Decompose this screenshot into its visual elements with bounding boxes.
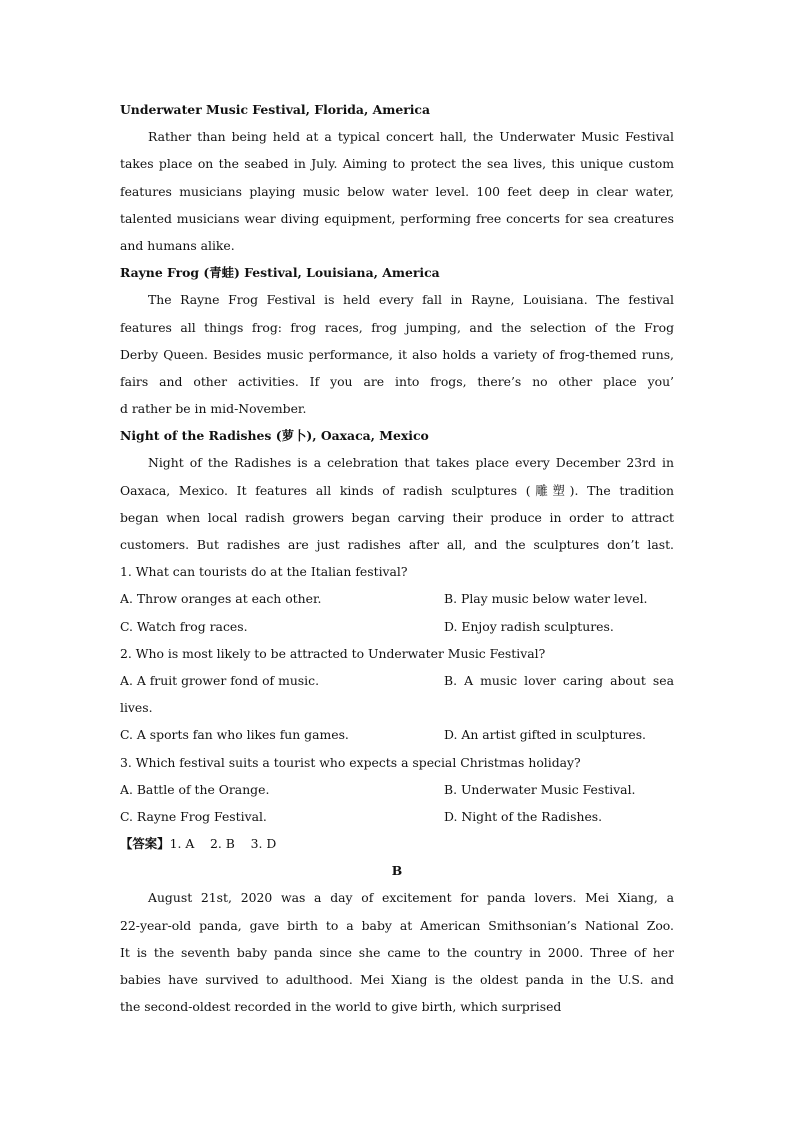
paragraph-line: 22-year-old panda, gave birth to a baby at American Smithsonian’s National Zoo. — [120, 917, 674, 933]
section-title-rayne-frog: Rayne Frog (青蛙) Festival, Louisiana, America — [120, 265, 440, 281]
paragraph-line: fairs and other activities. If you are into frogs, there’s no other place you’ — [120, 373, 674, 389]
paragraph-line: the second-oldest recorded in the world to give birth, which surprised — [120, 999, 562, 1015]
answer-tag: 【答案】 — [120, 836, 170, 852]
question-options-row — [120, 803, 674, 830]
option-c: C. A sports fan who likes fun games. — [120, 727, 349, 743]
passage-heading: B — [391, 863, 403, 879]
option-a: A. A fruit grower fond of music. — [120, 672, 320, 688]
option-c: C. Watch frog races. — [120, 618, 248, 634]
paragraph-line: features all things frog: frog races, frog jumping, and the selection of the Frog — [120, 319, 674, 335]
section-title-radishes: Night of the Radishes (萝卜), Oaxaca, Mexico — [120, 428, 429, 444]
answer-line — [120, 830, 674, 857]
option-b: B. Underwater Music Festival. — [444, 781, 636, 797]
paragraph-line: The Rayne Frog Festival is held every fall in Rayne, Louisiana. The festival — [148, 292, 674, 308]
paragraph-line: Night of the Radishes is a celebration that takes place every December 23rd in — [148, 455, 674, 471]
paragraph-line: features musicians playing music below water level. 100 feet deep in clear water, — [120, 183, 674, 199]
question-stem-3: 3. Which festival suits a tourist who expects a special Christmas holiday? — [120, 754, 581, 770]
paragraph-line: Oaxaca, Mexico. It features all kinds of radish sculptures (雕塑). The tradition — [120, 482, 674, 498]
paragraph-line: and humans alike. — [120, 237, 235, 253]
paragraph-line: Derby Queen. Besides music performance, it also holds a variety of frog-themed runs, — [120, 346, 674, 362]
paragraph-line: began when local radish growers began carving their produce in order to attract — [120, 509, 674, 525]
paragraph-line: Rather than being held at a typical concert hall, the Underwater Music Festival — [148, 129, 674, 145]
document-page — [120, 96, 674, 1020]
answer-text: 1. A 2. B 3. D — [169, 836, 277, 852]
paragraph-line: customers. But radishes are just radishes after all, and the sculptures don’t last. — [120, 537, 674, 552]
paragraph-line: talented musicians wear diving equipment, performing free concerts for sea creatures — [120, 210, 674, 226]
option-b: B. Play music below water level. — [444, 591, 648, 607]
paragraph-line: It is the seventh baby panda since she came to the country in 2000. Three of her — [120, 944, 674, 960]
option-d: D. An artist gifted in sculptures. — [444, 727, 646, 743]
option-b-continuation: lives. — [120, 700, 153, 716]
option-a: A. Throw oranges at each other. — [120, 591, 322, 607]
question-options-row — [120, 776, 674, 803]
question-options-row — [120, 585, 674, 612]
question-options-row — [120, 667, 674, 694]
paragraph-line: takes place on the seabed in July. Aiming to protect the sea lives, this unique custom — [120, 156, 674, 172]
question-options-row — [120, 721, 674, 748]
option-c: C. Rayne Frog Festival. — [120, 808, 267, 824]
option-b: B. A music lover caring about sea — [444, 672, 674, 688]
question-stem-2: 2. Who is most likely to be attracted to Underwater Music Festival? — [120, 645, 546, 661]
section-title-underwater: Underwater Music Festival, Florida, America — [120, 102, 431, 117]
question-options-row — [120, 613, 674, 640]
paragraph-line: d rather be in mid-November. — [120, 401, 307, 417]
question-stem-1: 1. What can tourists do at the Italian festival? — [120, 564, 408, 580]
option-d: D. Enjoy radish sculptures. — [444, 618, 614, 634]
option-a: A. Battle of the Orange. — [120, 781, 270, 797]
option-d: D. Night of the Radishes. — [444, 808, 603, 824]
paragraph-line: August 21st, 2020 was a day of excitement for panda lovers. Mei Xiang, a — [148, 890, 674, 906]
paragraph-line: babies have survived to adulthood. Mei Xiang is the oldest panda in the U.S. and — [120, 972, 674, 987]
